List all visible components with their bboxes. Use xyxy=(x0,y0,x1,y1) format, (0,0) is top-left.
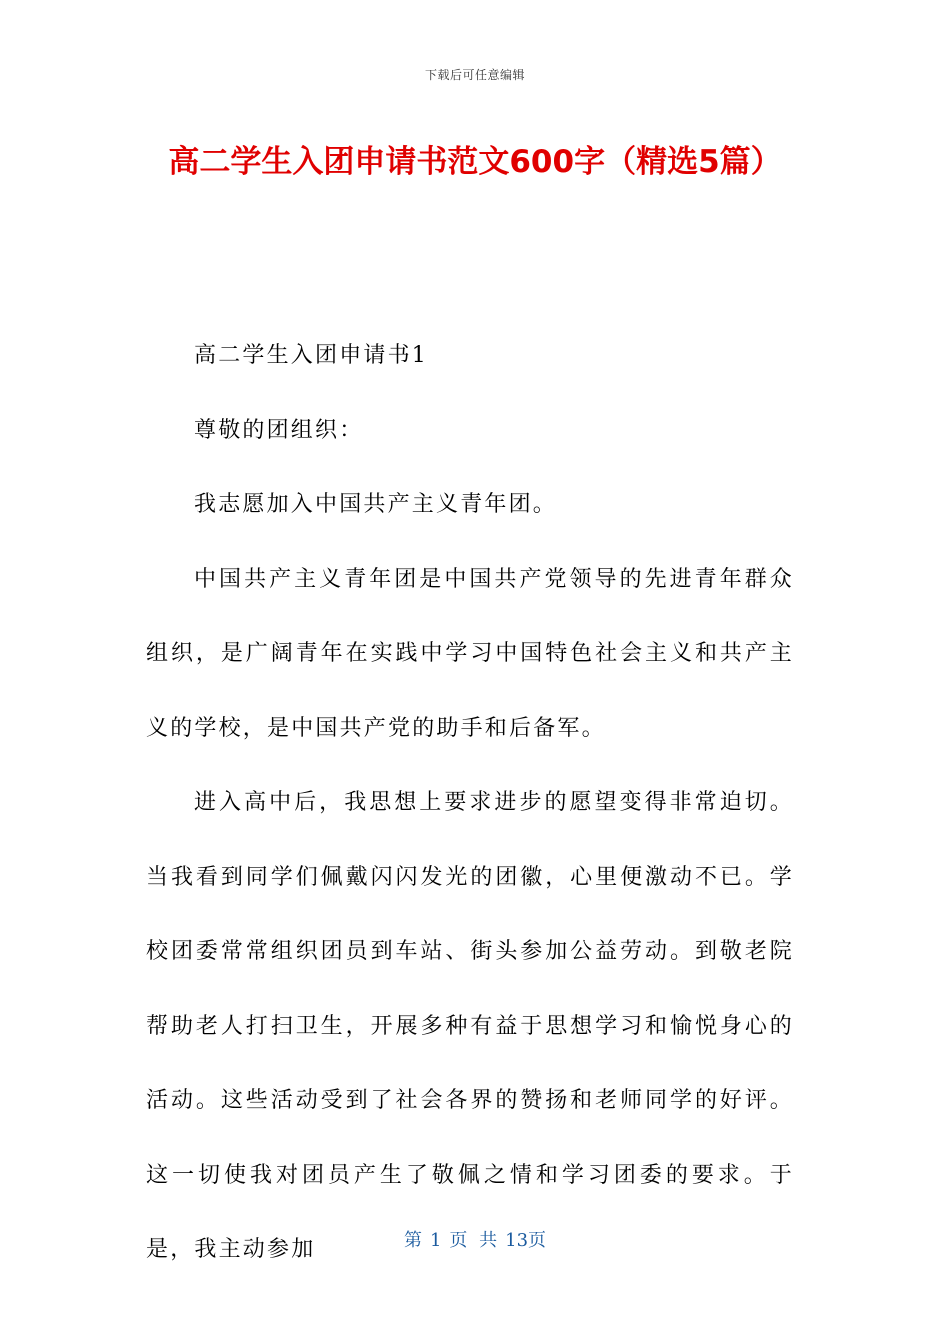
body-paragraph: 进入高中后，我思想上要求进步的愿望变得非常迫切。当我看到同学们佩戴闪闪发光的团徽，心里便激动不已。学校团委常常组织团员到车站、街头参加公益劳动。到敬老院帮助老人打扫卫生，开展多种有益于思想学习和愉悦身心的活动。这些活动受到了社会各界的赞扬和老师同学的好评。这一切使我对团员产生了敬佩之情和学习团委的要求。于是，我主动参加 xyxy=(146,790,794,1262)
footer-middle: 页 共 xyxy=(449,1230,498,1251)
document-title: 高二学生入团申请书范文600字（精选5篇） xyxy=(168,144,782,180)
footer-current-page: 1 xyxy=(429,1230,442,1251)
page-header-note: 下载后可任意编辑 xyxy=(424,68,525,82)
body-paragraph: 我志愿加入中国共产主义青年团。 xyxy=(194,492,558,517)
footer-total-pages: 13页 xyxy=(505,1230,547,1251)
body-paragraph: 中国共产主义青年团是中国共产党领导的先进青年群众组织，是广阔青年在实践中学习中国特色社会主义和共产主义的学校，是中国共产党的助手和后备军。 xyxy=(146,566,794,741)
page-number-footer xyxy=(0,1226,950,1252)
document-body xyxy=(146,319,794,1288)
footer-prefix: 第 xyxy=(403,1230,422,1251)
section-heading: 高二学生入团申请书1 xyxy=(194,343,428,368)
salutation: 尊敬的团组织： xyxy=(194,417,364,443)
